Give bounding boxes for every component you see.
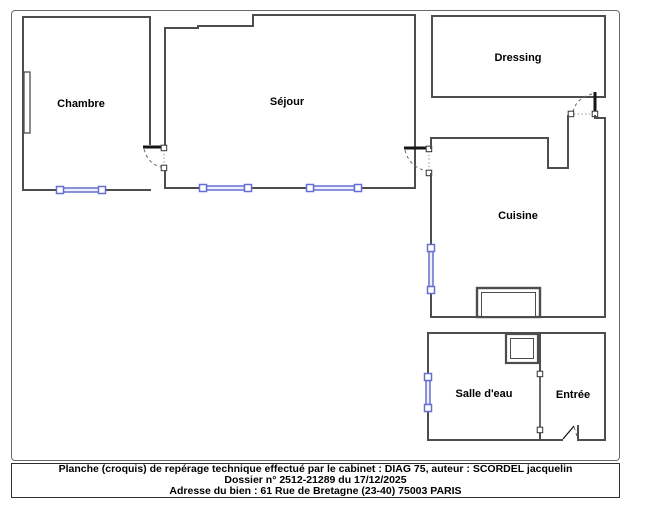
appliance-icon: [477, 288, 540, 317]
door-swing-icon: [404, 146, 432, 176]
chambre-label: Chambre: [57, 98, 105, 110]
room-salle-deau-entree: [425, 333, 606, 440]
room-dressing: [432, 16, 605, 97]
window-icon: [425, 374, 432, 412]
footer-line-3: Adresse du bien : 61 Rue de Bretagne (23-40) 75003 PARIS: [169, 485, 462, 497]
footer-line-1: Planche (croquis) de repérage technique effectué par le cabinet : DIAG 75, auteur : SCORDEL jacquelin: [58, 463, 573, 475]
door-swing-icon: [568, 92, 598, 117]
dressing-label: Dressing: [494, 52, 542, 64]
footer-line-2: Dossier n° 2512-21289 du 17/12/2025: [224, 474, 407, 486]
sejour-label: Séjour: [269, 96, 305, 108]
room-cuisine: [428, 115, 606, 317]
window-icon: [307, 185, 362, 192]
window-icon: [57, 187, 106, 194]
duct-icon: [506, 334, 538, 363]
room-chambre: [23, 17, 151, 194]
room-sejour: [165, 15, 415, 192]
window-icon: [200, 185, 252, 192]
entree-label: Entrée: [555, 389, 591, 401]
window-icon: [428, 245, 435, 294]
sliding-door-icon: [537, 371, 543, 433]
cuisine-label: Cuisine: [498, 210, 538, 222]
salle-deau-label: Salle d'eau: [455, 388, 513, 400]
entrance-door-swing-icon: [563, 426, 578, 440]
door-swing-icon: [143, 145, 167, 171]
footer-cartouche: [11, 463, 620, 498]
radiator-icon: [24, 72, 30, 133]
